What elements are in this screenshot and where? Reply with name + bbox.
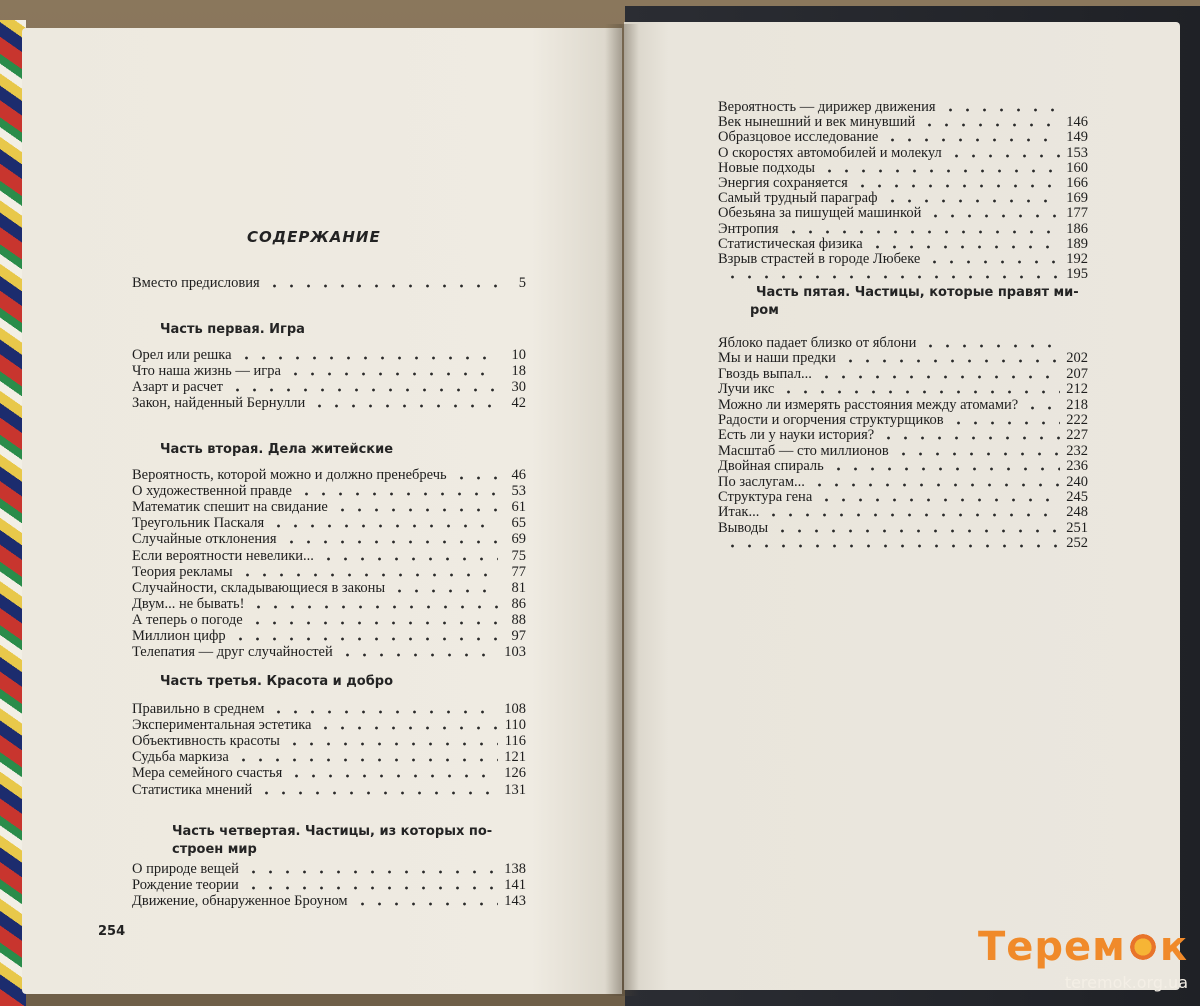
dot-leader bbox=[270, 710, 498, 714]
toc-entry-title: Масштаб — сто миллионов bbox=[718, 442, 889, 459]
toc-entry bbox=[132, 563, 526, 580]
toc-entry-page: 5 bbox=[518, 275, 526, 291]
toc-entry-title: Объективность красоты bbox=[132, 733, 280, 750]
dot-leader bbox=[922, 344, 1060, 348]
toc-entry-page: 236 bbox=[1066, 458, 1088, 475]
toc-entry-page: 69 bbox=[511, 531, 526, 548]
toc-entry-page: 189 bbox=[1066, 235, 1088, 252]
toc-entry-title: Гвоздь выпал... bbox=[718, 365, 812, 382]
dot-leader bbox=[818, 498, 1060, 502]
toc-entry-page: 143 bbox=[504, 893, 526, 910]
section-title: ром bbox=[750, 303, 779, 318]
toc-entry-title: Новые подходы bbox=[718, 159, 815, 176]
toc-entry-page: 192 bbox=[1066, 251, 1088, 267]
toc-entry-title: Треугольник Паскаля bbox=[132, 515, 265, 532]
dot-leader bbox=[250, 605, 498, 609]
dot-leader bbox=[354, 902, 498, 906]
dot-leader bbox=[270, 524, 498, 528]
toc-entry bbox=[132, 466, 526, 483]
toc-entry bbox=[132, 547, 526, 564]
toc-entry bbox=[132, 595, 526, 612]
toc-entry-page: 46 bbox=[511, 467, 526, 483]
toc-entry bbox=[132, 748, 526, 765]
sun-icon bbox=[1128, 932, 1158, 962]
toc-entry-title: По заслугам... bbox=[718, 473, 805, 490]
toc-entry-title: А теперь о погоде bbox=[132, 611, 243, 628]
toc-entry-page: 248 bbox=[1066, 504, 1088, 521]
toc-entry-page: 149 bbox=[1066, 129, 1088, 146]
toc-entry-page: 30 bbox=[511, 379, 526, 396]
toc-entry-title: Самый трудный параграф bbox=[718, 190, 878, 207]
dot-leader bbox=[785, 230, 1060, 234]
toc-entry-page: 177 bbox=[1066, 205, 1088, 222]
toc-entry-title: Случайности, складывающиеся в законы bbox=[132, 579, 386, 596]
toc-entry-page: 186 bbox=[1066, 220, 1088, 237]
dot-leader bbox=[287, 372, 498, 376]
toc-entry bbox=[132, 498, 526, 515]
toc-entry-page: 77 bbox=[511, 563, 526, 580]
toc-entry-page: 65 bbox=[511, 515, 526, 532]
dot-leader bbox=[927, 214, 1060, 218]
toc-entry-title: О скоростях автомобилей и молекул bbox=[718, 144, 942, 161]
toc-entry-page: 116 bbox=[504, 733, 526, 750]
toc-entry-page: 222 bbox=[1066, 412, 1088, 428]
dot-leader bbox=[811, 483, 1060, 487]
toc-entry bbox=[132, 362, 526, 379]
dot-leader bbox=[774, 529, 1060, 533]
dot-leader bbox=[245, 886, 498, 890]
dot-leader bbox=[880, 436, 1060, 440]
toc-entry-title: Энергия сохраняется bbox=[718, 175, 848, 191]
toc-entry-title: О природе вещей bbox=[132, 861, 239, 877]
toc-entry-page: 232 bbox=[1066, 442, 1088, 459]
toc-entry-page: 88 bbox=[511, 611, 526, 628]
toc-entry-page: 53 bbox=[511, 483, 526, 500]
dot-leader bbox=[245, 870, 498, 874]
watermark-brand-part2: к bbox=[1159, 924, 1188, 970]
toc-entry bbox=[132, 700, 526, 717]
dot-leader bbox=[869, 245, 1060, 249]
toc-entry-title: Случайные отклонения bbox=[132, 531, 277, 548]
toc-entry-page: 18 bbox=[511, 363, 526, 380]
dot-leader bbox=[239, 573, 498, 577]
toc-entry bbox=[132, 764, 526, 781]
toc-entry-title: Правильно в среднем bbox=[132, 701, 265, 717]
dot-leader bbox=[249, 621, 498, 625]
dot-leader bbox=[950, 421, 1060, 425]
toc-entry-title: Яблоко падает близко от яблони bbox=[718, 335, 917, 351]
toc-entry bbox=[132, 378, 526, 395]
toc-entry-page: 153 bbox=[1066, 144, 1088, 161]
toc-entry-title: Статистика мнений bbox=[132, 781, 253, 798]
toc-entry-page: 202 bbox=[1066, 350, 1088, 367]
dot-leader bbox=[258, 791, 498, 795]
toc-entry-page: 131 bbox=[504, 781, 526, 798]
toc-entry bbox=[132, 611, 526, 628]
toc-entry-title: О художественной правде bbox=[132, 483, 292, 500]
toc-entry bbox=[132, 627, 526, 644]
section-title: Часть вторая. Дела житейские bbox=[160, 442, 394, 457]
toc-entry-page: 146 bbox=[1066, 114, 1088, 131]
page-number: 254 bbox=[98, 924, 126, 939]
toc-entry-title: Структура гена bbox=[718, 489, 813, 505]
toc-entry-title: Азарт и расчет bbox=[132, 379, 223, 396]
toc-entry-title: Теория рекламы bbox=[132, 563, 233, 580]
book-gutter bbox=[605, 24, 639, 996]
toc-entry-title: Энтропия bbox=[718, 220, 779, 237]
dot-leader bbox=[948, 154, 1060, 158]
dot-leader bbox=[830, 467, 1060, 471]
toc-entry-title: Миллион цифр bbox=[132, 628, 226, 644]
toc-entry-title: Двум... не бывать! bbox=[132, 595, 245, 612]
dot-leader bbox=[942, 108, 1060, 112]
dot-leader bbox=[854, 184, 1060, 188]
left-page bbox=[22, 28, 622, 994]
toc-entry-page: 245 bbox=[1066, 489, 1088, 505]
toc-entry-page: 166 bbox=[1066, 175, 1088, 191]
right-page bbox=[624, 22, 1180, 990]
dot-leader bbox=[724, 275, 1060, 279]
dot-leader bbox=[283, 540, 498, 544]
toc-entry-page: 121 bbox=[504, 749, 526, 766]
toc-entry-page: 141 bbox=[504, 877, 526, 894]
dot-leader bbox=[334, 508, 498, 512]
toc-entry-page: 251 bbox=[1066, 519, 1088, 536]
dot-leader bbox=[391, 589, 498, 593]
toc-entry bbox=[132, 274, 526, 291]
toc-entry bbox=[132, 394, 526, 411]
dot-leader bbox=[232, 637, 498, 641]
dot-leader bbox=[926, 260, 1060, 264]
watermark-brand bbox=[978, 925, 1188, 969]
toc-entry-page: 86 bbox=[511, 595, 526, 612]
dot-leader bbox=[238, 356, 498, 360]
dot-leader bbox=[320, 557, 498, 561]
toc-entry-title: Орел или решка bbox=[132, 347, 232, 363]
toc-entry bbox=[132, 781, 526, 798]
toc-entry-page: 126 bbox=[504, 765, 526, 782]
watermark-url: teremok.org.ua bbox=[1064, 973, 1188, 992]
dot-leader bbox=[818, 375, 1060, 379]
section-title: строен мир bbox=[172, 842, 257, 857]
toc-entry-page: 240 bbox=[1066, 473, 1088, 490]
dot-leader bbox=[235, 758, 498, 762]
toc-entry-page: 103 bbox=[504, 644, 526, 661]
toc-entry-title: Закон, найденный Бернулли bbox=[132, 395, 306, 412]
dot-leader bbox=[895, 452, 1060, 456]
toc-entry bbox=[132, 732, 526, 749]
toc-entry bbox=[132, 530, 526, 547]
section-title: Часть первая. Игра bbox=[160, 322, 305, 337]
section-title: Часть пятая. Частицы, которые правят ми- bbox=[756, 285, 1079, 300]
dot-leader bbox=[339, 653, 498, 657]
toc-entry-page: 218 bbox=[1066, 396, 1088, 413]
toc-entry-page: 227 bbox=[1066, 427, 1088, 444]
toc-entry-title: Образцовое исследование bbox=[718, 129, 879, 146]
watermark-logo bbox=[978, 925, 1188, 992]
toc-entry-title: Мы и наши предки bbox=[718, 350, 836, 367]
toc-entry bbox=[718, 534, 1088, 551]
toc-entry bbox=[132, 643, 526, 660]
toc-entry-page: 75 bbox=[511, 547, 526, 564]
dot-leader bbox=[229, 388, 498, 392]
toc-entry-title: Взрыв страстей в городе Любеке bbox=[718, 251, 921, 267]
dot-leader bbox=[1024, 406, 1060, 410]
dot-leader bbox=[884, 138, 1060, 142]
contents-heading: СОДЕРЖАНИЕ bbox=[247, 228, 381, 246]
toc-entry-page: 169 bbox=[1066, 190, 1088, 207]
dot-leader bbox=[724, 544, 1060, 548]
toc-entry-title: Радости и огорчения структурщиков bbox=[718, 412, 944, 428]
toc-entry-title: Обезьяна за пишущей машинкой bbox=[718, 205, 922, 222]
toc-entry-title: Итак... bbox=[718, 504, 760, 521]
toc-entry-page: 160 bbox=[1066, 159, 1088, 176]
dot-leader bbox=[311, 404, 498, 408]
toc-entry bbox=[132, 716, 526, 733]
toc-entry-title: Есть ли у науки история? bbox=[718, 427, 875, 444]
toc-entry bbox=[132, 482, 526, 499]
toc-entry-page: 81 bbox=[511, 579, 526, 596]
dot-leader bbox=[317, 726, 498, 730]
watermark-brand-part1: Терем bbox=[977, 924, 1126, 970]
section-title: Часть четвертая. Частицы, из которых по- bbox=[172, 824, 493, 839]
toc-entry bbox=[132, 860, 526, 877]
toc-entry-title: Мера семейного счастья bbox=[132, 765, 283, 782]
dot-leader bbox=[286, 742, 498, 746]
dot-leader bbox=[765, 513, 1060, 517]
toc-entry-page: 110 bbox=[504, 717, 526, 734]
dot-leader bbox=[453, 476, 498, 480]
dot-leader bbox=[298, 492, 498, 496]
dot-leader bbox=[921, 123, 1060, 127]
toc-entry-page: 42 bbox=[511, 395, 526, 412]
toc-entry bbox=[132, 579, 526, 596]
dot-leader bbox=[288, 774, 498, 778]
section-title: Часть третья. Красота и добро bbox=[160, 674, 394, 689]
toc-entry-title: Лучи икс bbox=[718, 381, 775, 398]
toc-entry-title: Вероятность — дирижер движения bbox=[718, 99, 936, 115]
toc-entry-title: Век нынешний и век минувший bbox=[718, 114, 916, 131]
toc-entry-page: 252 bbox=[1066, 535, 1088, 552]
toc-entry-page: 207 bbox=[1066, 365, 1088, 382]
toc-entry-page: 97 bbox=[511, 628, 526, 644]
toc-entry-title: Движение, обнаруженное Броуном bbox=[132, 893, 348, 910]
toc-entry-page: 10 bbox=[511, 347, 526, 363]
toc-entry-title: Экспериментальная эстетика bbox=[132, 717, 312, 734]
toc-entry bbox=[132, 876, 526, 893]
toc-entry-title: Математик спешит на свидание bbox=[132, 499, 328, 516]
dot-leader bbox=[884, 199, 1061, 203]
toc-entry-page: 61 bbox=[511, 499, 526, 516]
toc-entry-title: Телепатия — друг случайностей bbox=[132, 644, 333, 661]
dot-leader bbox=[780, 390, 1060, 394]
toc-entry-page: 108 bbox=[504, 701, 526, 717]
toc-entry-title: Можно ли измерять расстояния между атомами? bbox=[718, 396, 1019, 413]
toc-entry bbox=[132, 514, 526, 531]
toc-entry-page: 195 bbox=[1066, 266, 1088, 283]
toc-entry-title: Что наша жизнь — игра bbox=[132, 363, 281, 380]
toc-entry-title: Статистическая физика bbox=[718, 235, 863, 252]
toc-entry bbox=[132, 346, 526, 363]
toc-entry bbox=[132, 892, 526, 909]
toc-entry-title: Вместо предисловия bbox=[132, 275, 260, 291]
toc-entry-title: Рождение теории bbox=[132, 877, 239, 894]
toc-entry-title: Выводы bbox=[718, 519, 769, 536]
toc-entry-title: Двойная спираль bbox=[718, 458, 824, 475]
toc-entry-title: Судьба маркиза bbox=[132, 749, 229, 766]
toc-entry-page: 138 bbox=[504, 861, 526, 877]
dot-leader bbox=[821, 169, 1060, 173]
toc-entry-page: 212 bbox=[1066, 381, 1088, 398]
toc-entry-title: Если вероятности невелики... bbox=[132, 547, 314, 564]
dot-leader bbox=[842, 359, 1060, 363]
toc-entry-title: Вероятность, которой можно и должно пренебречь bbox=[132, 467, 447, 483]
toc-entry bbox=[718, 265, 1088, 282]
dot-leader bbox=[266, 284, 498, 288]
